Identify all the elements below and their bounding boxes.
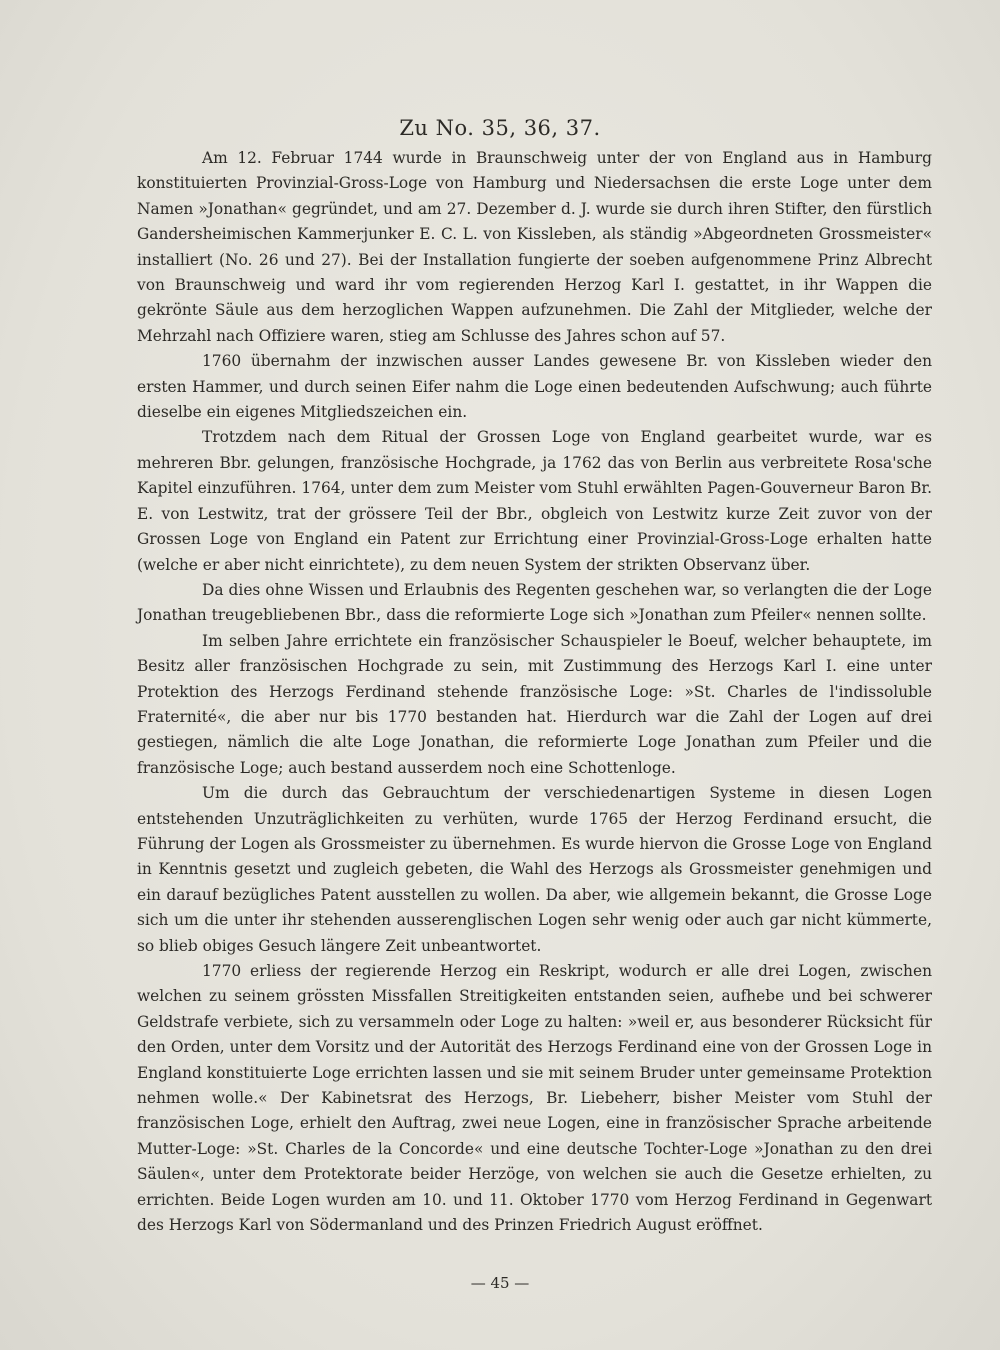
paragraph: Im selben Jahre errichtete ein französischer Schauspieler le Boeuf, welcher behauptete, im Besitz aller französischen Hochgrade zu sein, mit Zustimmung des Herzogs Karl I. eine unter Protektion des Herzogs Ferdinand stehende französische Loge: »St. Charles de l'indissoluble Fraternité«, die aber nur bis 1770 bestanden hat. Hierdurch war die Zahl der Logen auf drei gestiegen, nämlich die alte Loge Jonathan, die reformierte Loge Jonathan zum Pfeiler und die französische Loge; auch bestand ausserdem noch eine Schottenloge. bbox=[137, 631, 932, 777]
page-heading: Zu No. 35, 36, 37. bbox=[399, 116, 601, 140]
paragraph: Um die durch das Gebrauchtum der verschiedenartigen Systeme in diesen Logen entstehenden Unzuträglichkeiten zu verhüten, wurde 1765 der Herzog Ferdinand ersucht, die Führung der Logen als Grossmeister zu übernehmen. Es wurde hiervon die Grosse Loge von England in Kenntnis gesetzt und zugleich gebeten, die Wahl des Herzogs als Grossmeister genehmigen und ein darauf bezügliches Patent ausstellen zu wollen. Da aber, wie allgemein bekannt, die Grosse Loge sich um die unter ihr stehenden ausserenglischen Logen sehr wenig oder auch gar nicht kümmerte, so blieb obiges Gesuch längere Zeit unbeantwortet. bbox=[137, 784, 932, 955]
paragraph: Am 12. Februar 1744 wurde in Braunschweig unter der von England aus in Hamburg konstituierten Provinzial-Gross-Loge von Hamburg und Niedersachsen die erste Loge unter dem Namen »Jonathan« gegründet, und am 27. Dezember d. J. wurde sie durch ihren Stifter, den fürstlich Gandersheimischen Kammerjunker E. C. L. von Kissleben, als ständig »Abgeordneten Grossmeister« installiert (No. 26 und 27). Bei der Installation fungierte der soeben aufgenommene Prinz Albrecht von Braunschweig und ward ihr vom regierenden Herzog Karl I. gestattet, in ihr Wappen die gekrönte Säule aus dem herzoglichen Wappen aufzunehmen. Die Zahl der Mitglieder, welche der Mehrzahl nach Offiziere waren, stieg am Schlusse des Jahres schon auf 57. bbox=[137, 149, 932, 345]
body-text bbox=[137, 146, 932, 1238]
page-number: — 45 — bbox=[470, 1274, 530, 1292]
paragraph: Trotzdem nach dem Ritual der Grossen Loge von England gearbeitet wurde, war es mehreren Bbr. gelungen, französische Hochgrade, ja 1762 das von Berlin aus verbreitete Rosa'sche Kapitel einzuführen. 1764, unter dem zum Meister vom Stuhl erwählten Pagen-Gouverneur Baron Br. E. von Lestwitz, trat der grössere Teil der Bbr., obgleich von Lestwitz kurze Zeit zuvor von der Grossen Loge von England ein Patent zur Errichtung einer Provinzial-Gross-Loge erhalten hatte (welche er aber nicht einrichtete), zu dem neuen System der strikten Observanz über. bbox=[137, 428, 932, 574]
paragraph: 1770 erliess der regierende Herzog ein Reskript, wodurch er alle drei Logen, zwischen welchen zu seinem grössten Missfallen Streitigkeiten entstanden seien, aufhebe und bei schwerer Geldstrafe verbiete, sich zu versammeln oder Loge zu halten: »weil er, aus besonderer Rücksicht für den Orden, unter dem Vorsitz und der Autorität des Herzogs Ferdinand eine von der Grossen Loge in England konstituierte Loge errichten lassen und sie mit seinem Bruder unter gemeinsame Protektion nehmen wolle.« Der Kabinetsrat des Herzogs, Br. Liebeherr, bisher Meister vom Stuhl der französischen Loge, erhielt den Auftrag, zwei neue Logen, eine in französischer Sprache arbeitende Mutter-Loge: »St. Charles de la Concorde« und eine deutsche Tochter-Loge »Jonathan zu den drei Säulen«, unter dem Protektorate beider Herzöge, von welchen sie auch die Gesetze erhielten, zu errichten. Beide Logen wurden am 10. und 11. Oktober 1770 vom Herzog Ferdinand in Gegenwart des Herzogs Karl von Södermanland und des Prinzen Friedrich August eröffnet. bbox=[137, 962, 932, 1235]
paragraph: Da dies ohne Wissen und Erlaubnis des Regenten geschehen war, so verlangten die der Loge Jonathan treugebliebenen Bbr., dass die reformierte Loge sich »Jonathan zum Pfeiler« nennen sollte. bbox=[137, 580, 932, 625]
paragraph: 1760 übernahm der inzwischen ausser Landes gewesene Br. von Kissleben wieder den ersten Hammer, und durch seinen Eifer nahm die Loge einen bedeutenden Aufschwung; auch führte dieselbe ein eigenes Mitgliedszeichen ein. bbox=[137, 352, 932, 422]
